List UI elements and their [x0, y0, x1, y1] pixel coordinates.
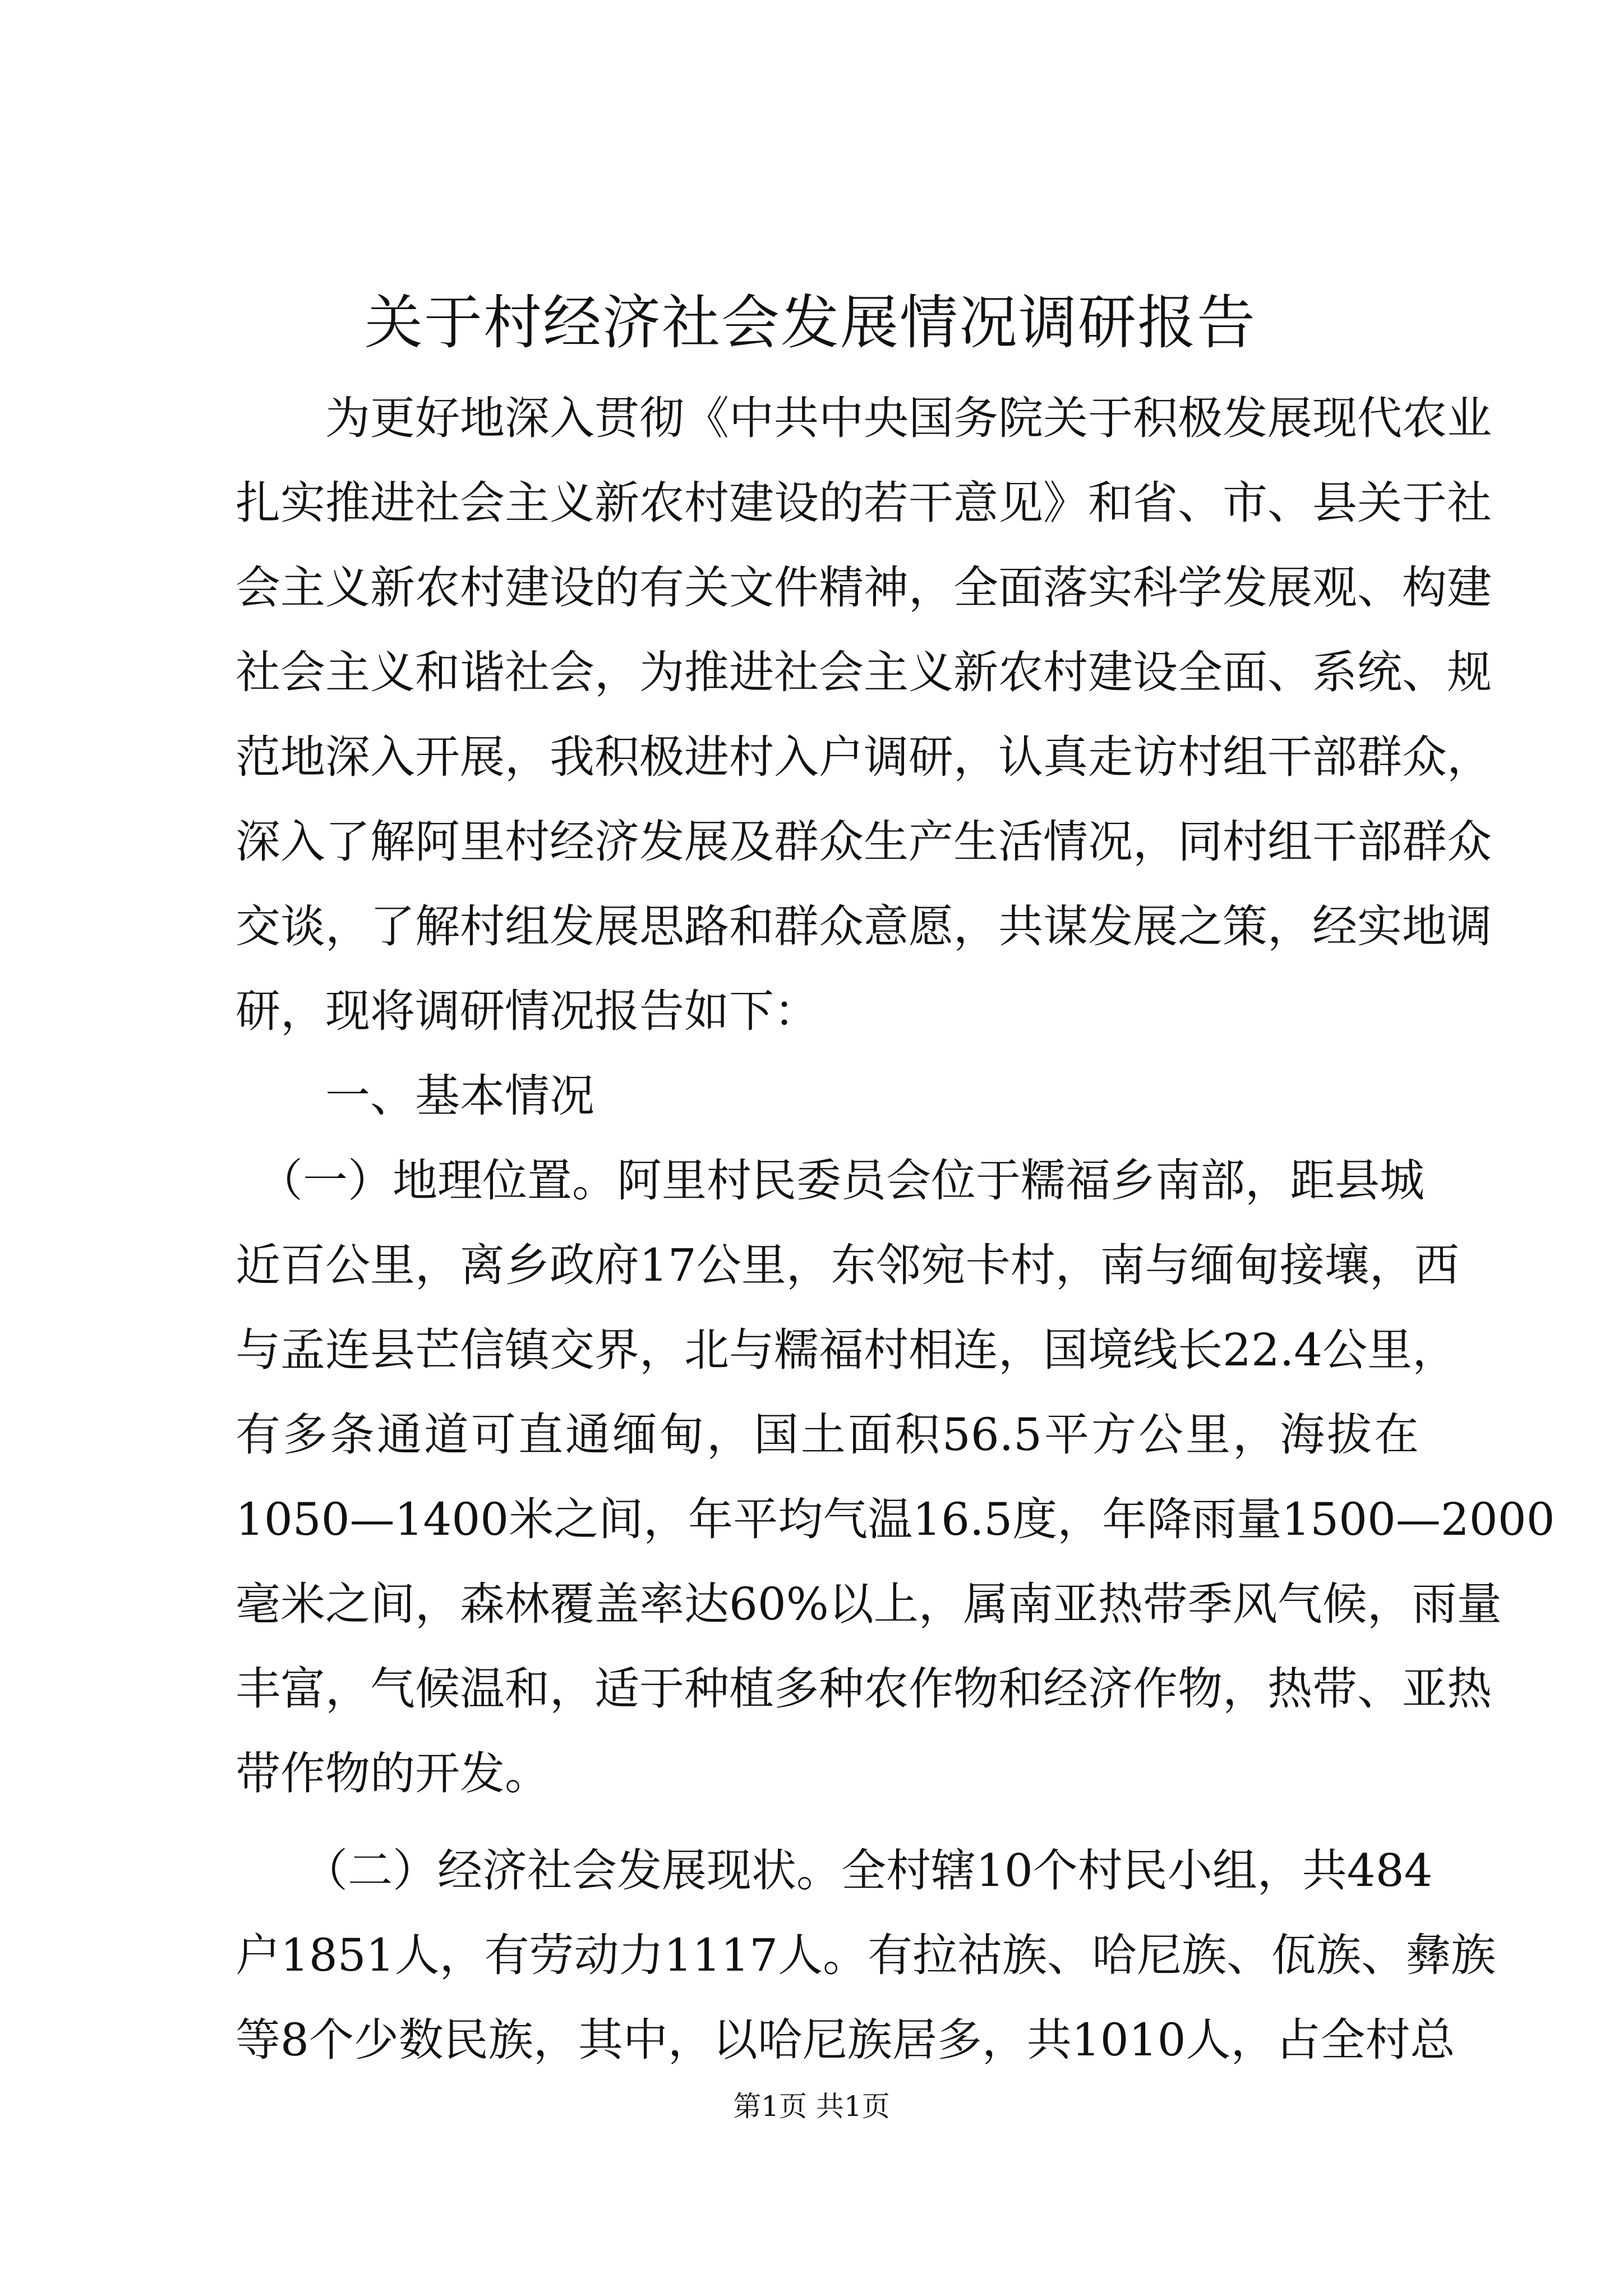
text-line: 1050—1400米之间，年平均气温16.5度，年降雨量1500—2000: [236, 1493, 1555, 1545]
text-line: （二）经济社会发展现状。全村辖10个村民小组，共484: [236, 1844, 1433, 1897]
text-line: 研，现将调研情况报告如下：: [236, 985, 819, 1037]
text-line: 与孟连县芒信镇交界，北与糯福村相连，国境线长22.4公里，: [236, 1324, 1458, 1376]
text-line: 范地深入开展，我积极进村入户调研，认真走访村组干部群众，: [236, 731, 1492, 783]
paragraph-spacer: [236, 1816, 1419, 1828]
paragraph-economy: [236, 1828, 1496, 2082]
document-title: 关于村经济社会发展情况调研报告: [364, 288, 1256, 357]
paragraph-intro: [236, 376, 1492, 1053]
text-line: 深入了解阿里村经济发展及群众生产生活情况，同村组干部群众: [236, 816, 1492, 868]
text-line: 户1851人，有劳动力1117人。有拉祜族、哈尼族、佤族、彝族: [236, 1929, 1496, 1981]
paragraph-geography: [236, 1138, 1555, 1816]
text-line: 丰富，气候温和，适于种植多种农作物和经济作物，热带、亚热: [236, 1663, 1492, 1715]
text-line: 等8个少数民族，其中，以哈尼族居多，共1010人，占全村总: [236, 2014, 1455, 2066]
document-body: [236, 376, 1555, 2082]
text-line: 交谈，了解村组发展思路和群众意愿，共谋发展之策，经实地调: [236, 900, 1492, 953]
section-heading: 一、基本情况: [236, 1070, 594, 1122]
text-line: 为更好地深入贯彻《中共中央国务院关于积极发展现代农业: [236, 392, 1492, 444]
text-line: 近百公里，离乡政府17公里，东邻宛卡村，南与缅甸接壤，西: [236, 1239, 1459, 1291]
text-line: 带作物的开发。: [236, 1747, 550, 1800]
page-footer: 第1页 共1页: [733, 2090, 890, 2123]
text-line: 毫米之间，森林覆盖率达60%以上，属南亚热带季风气候，雨量: [236, 1578, 1502, 1630]
section-heading-basic: [236, 1053, 1419, 1138]
text-line: （一）地理位置。阿里村民委员会位于糯福乡南部，距县城: [236, 1154, 1424, 1207]
text-line: 有多条通道可直通缅甸，国土面积56.5平方公里，海拔在: [236, 1409, 1419, 1461]
text-line: 扎实推进社会主义新农村建设的若干意见》和省、市、县关于社: [236, 477, 1492, 529]
text-line: 社会主义和谐社会，为推进社会主义新农村建设全面、系统、规: [236, 646, 1492, 698]
text-line: 会主义新农村建设的有关文件精神，全面落实科学发展观、构建: [236, 562, 1492, 614]
